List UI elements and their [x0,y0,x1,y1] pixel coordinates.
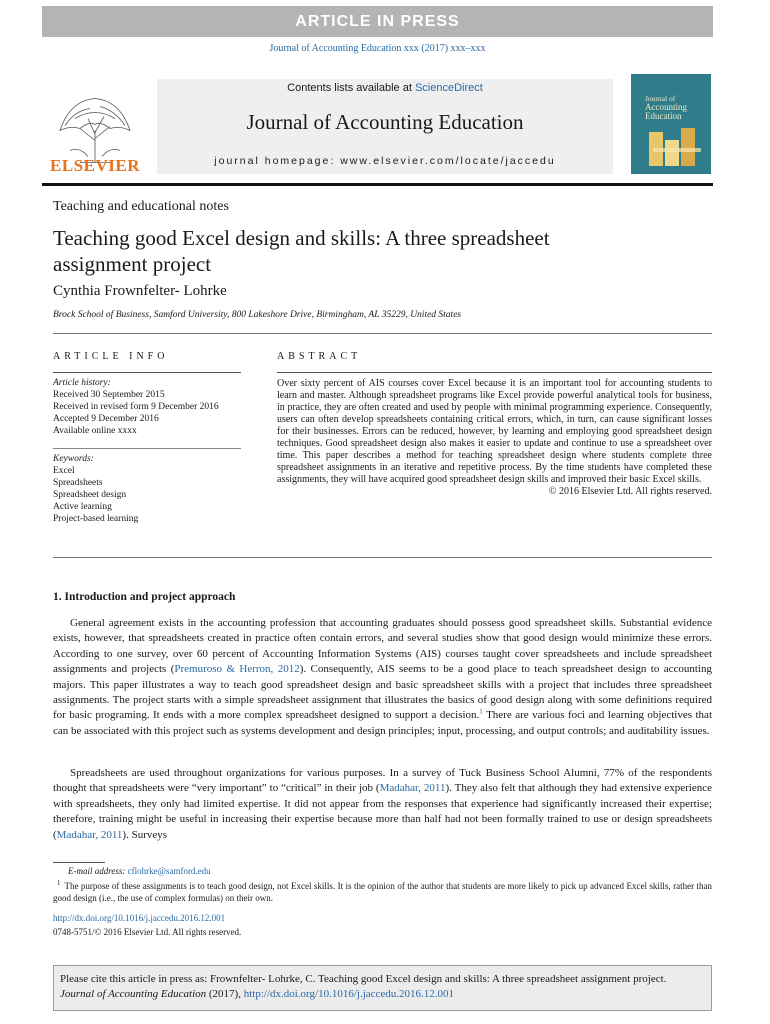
keyword-item: Spreadsheets [53,478,103,488]
email-label: E-mail address: [68,866,128,876]
keyword-item: Spreadsheet design [53,490,127,500]
article-in-press-banner: ARTICLE IN PRESS [42,6,713,37]
keywords-divider [53,448,241,449]
contents-prefix: Contents lists available at [287,82,415,94]
journal-title: Journal of Accounting Education [246,110,524,134]
paragraph-text: Spreadsheets are used throughout organizations for various purposes. In a survey of Tuck Business School Alumni, 77% of the respondents thought that spreadsheets were “very important” to “critical” in their job ( [53,767,712,795]
publisher-name: ELSEVIER [50,156,140,175]
cite-journal: Journal of Accounting Education [60,988,207,1000]
keywords-list [53,453,241,525]
cite-doi-link[interactable]: http://dx.doi.org/10.1016/j.jaccedu.2016.12.001 [243,988,455,1000]
body-paragraph [53,766,712,843]
citation-link[interactable]: Premuroso & Herron, 2012 [174,663,300,676]
section-label: Teaching and educational notes [53,199,229,214]
author-affiliation: Brock School of Business, Samford University, 800 Lakeshore Drive, Birmingham, AL 35229, United States [53,310,462,320]
paragraph-text: General agreement exists in the accounting profession that accounting graduates should possess good spreadsheet skills. Substantial evidence exists, however, that spreadsheets created in practice often contain errors, and several studies show that good design would minimize these errors. According to one survey, over 60 percent of Accounting Information Systems (AIS) courses taught cover spreadsheets and include spreadsheet assignments and projects ( [53,617,712,676]
keyword-item: Excel [53,466,75,476]
article-history [53,377,241,437]
cover-title-line: Accounting [645,102,687,112]
paragraph-text: ). Surveys [122,828,168,841]
history-item: Received in revised form 9 December 2016 [53,402,219,412]
doi-link[interactable]: http://dx.doi.org/10.1016/j.jaccedu.2016.12.001 [53,913,226,923]
paragraph-text: ). They also felt that although they had extensive experience with spreadsheets, they only had limited expertise. It did not appear from the responses that experience had significantly increased their expertise; therefore, training might be useful in increasing their expertise because more than half had not been formally trained to use or design spreadsheets ( [53,782,712,841]
footnote-text: The purpose of these assignments is to teach good design, not Excel skills. It is the opinion of the author that students are more likely to pick up advanced Excel skills, rather than good design (i.e., the use of complex formulas) on their own. [53,881,712,903]
cite-year: (2017), [206,988,244,1000]
article-title [53,225,653,277]
article-info-divider [53,372,241,373]
abstract-text: Over sixty percent of AIS courses cover Excel because it is an important tool for accounting students to learn and master. Although spreadsheet programs like Excel provide powerful analytical tools for business, in practice, they are often created and used by people with minimal programming experience. Consequently, users can often develop spreadsheets containing critical errors, which, in turn, can cause significant losses for their businesses. Errors can be reduced, however, by learning and employing good spreadsheet design techniques. Good spreadsheet design also makes it easier to update and continue to use a spreadsheet over time. This paper describes a method for teaching spreadsheet design where students complete three spreadsheet assignments in an iterative and repetitive process. By the time students have completed these assignments, they will have acquired good spreadsheet design skills and improved their basic Excel skills. [277,378,712,485]
abstract-body [277,378,712,498]
footnote-ref[interactable]: 1 [479,707,483,716]
keyword-item: Project-based learning [53,514,139,524]
history-label: Article history: [53,378,111,388]
paragraph-text: There are various foci and learning objectives that can be associated with this project such as systems development and design principles; input, processing, and output controls; and auditability issues. [53,709,712,737]
cover-title-line: Education [645,111,682,121]
article-info-heading: ARTICLE INFO [53,351,169,362]
history-item: Received 30 September 2015 [53,390,165,400]
journal-citation-line[interactable]: Journal of Accounting Education xxx (2017) xxx–xxx [269,43,486,54]
abstract-divider [277,372,712,373]
citation-link[interactable]: Madahar, 2011 [379,782,446,795]
email-link[interactable]: cflohrke@samford.edu [127,866,211,876]
cover-artwork [645,126,705,168]
author-email-line [68,866,211,878]
body-paragraph [53,616,712,739]
header-divider [53,333,712,334]
keyword-item: Active learning [53,502,112,512]
journal-homepage[interactable]: journal homepage: www.elsevier.com/locate/jaccedu [214,155,556,167]
cite-line: Please cite this article in press as: Frownfelter- Lohrke, C. Teaching good Excel design and skills: A three spreadsheet assignment project. [60,973,667,985]
author-name: Cynthia Frownfelter- Lohrke [53,283,227,299]
footnote-divider [53,862,105,863]
paragraph-text: ). Consequently, AIS seems to be a good place to teach spreadsheet design to accounting majors. This paper illustrates a way to teach good spreadsheet design and basic spreadsheet skills with a project that includes three spreadsheet assignments. The project starts with a simple spreadsheet assignment that illustrates the basics of good design along with some definitions required for basic programing. It ends with a more complex spreadsheet designed to support a decision. [53,663,712,722]
history-item: Available online xxxx [53,426,137,436]
abstract-heading: ABSTRACT [277,351,362,362]
cover-title-line: Journal of [645,94,676,103]
cite-line-2 [60,987,705,1002]
footnote-marker: 1 [57,879,61,887]
article-title-line: Teaching good Excel design and skills: A three spreadsheet [53,226,550,250]
citation-link[interactable]: Madahar, 2011 [56,828,123,841]
issn-copyright: 0748-5751/© 2016 Elsevier Ltd. All rights reserved. [53,927,242,937]
cover-title [645,94,707,121]
contents-available-line [157,82,613,94]
sciencedirect-link[interactable]: ScienceDirect [414,82,483,94]
abstract-copyright: © 2016 Elsevier Ltd. All rights reserved. [548,486,712,497]
keywords-label: Keywords: [53,454,94,464]
masthead-divider [42,183,713,186]
cite-this-article-box [53,965,712,1011]
footnote [53,878,712,904]
history-item: Accepted 9 December 2016 [53,414,159,424]
section-heading: 1. Introduction and project approach [53,591,236,603]
abstract-bottom-divider [53,557,712,558]
article-title-line: assignment project [53,252,212,276]
